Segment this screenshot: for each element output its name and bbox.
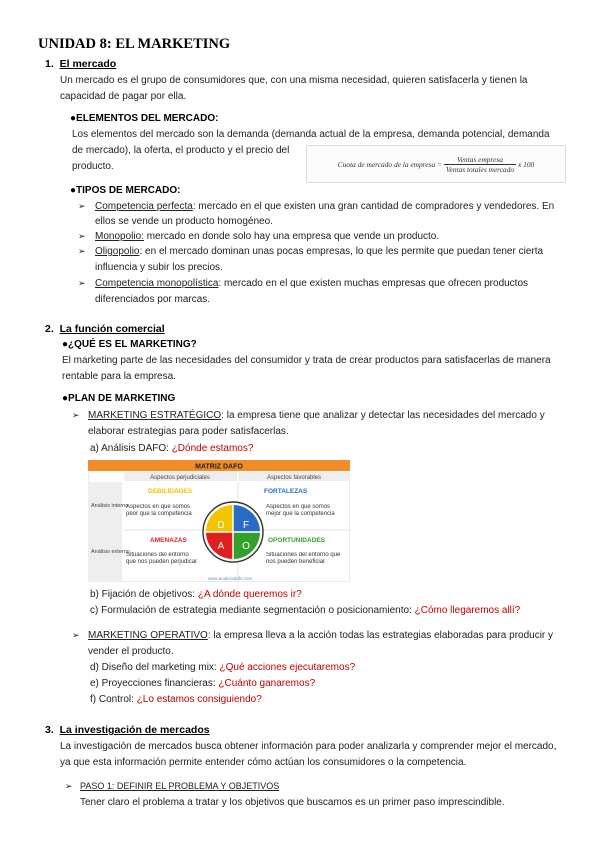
step-question: ¿Cuánto ganaremos? bbox=[218, 678, 316, 689]
definition: : mercado en el que existen una gran cantidad de compradores y vendedores. En bbox=[192, 201, 555, 212]
dafo-title: MATRIZ DAFO bbox=[195, 463, 243, 471]
dafo-col-negative: Aspectos perjudiciales bbox=[150, 475, 210, 481]
list-item-cont: ellos se vende un producto homogéneo. bbox=[95, 216, 273, 227]
list-item bbox=[88, 410, 545, 421]
step-question: ¿Cómo llegaremos allí? bbox=[414, 605, 521, 616]
dafo-oport-desc-wrap bbox=[266, 552, 348, 574]
list-item bbox=[95, 246, 543, 257]
list-item-cont: vender el producto. bbox=[88, 646, 174, 657]
list-item-cont: influencia y subir los precios. bbox=[95, 262, 223, 273]
arrow-bullet: ➢ bbox=[72, 410, 80, 420]
dafo-fortalezas-desc: Aspectos en que somos mejor que la competencia bbox=[266, 504, 335, 517]
definition: mercado en donde solo hay una empresa que vende un producto. bbox=[143, 231, 440, 242]
step-a bbox=[90, 443, 253, 454]
formula-rhs: x 100 bbox=[518, 159, 535, 169]
step-label: d) Diseño del marketing mix: bbox=[90, 662, 220, 673]
paragraph: capacidad de pagar por ella. bbox=[60, 91, 187, 102]
formula-denominator: Ventas totales mercado bbox=[445, 164, 515, 174]
list-item-cont: diferenciados por marcas. bbox=[95, 294, 211, 305]
paragraph: Tener claro el problema a tratar y los objetivos que buscamos es un primer paso imprescindible. bbox=[80, 797, 505, 808]
paragraph: producto. bbox=[72, 161, 114, 172]
dafo-fort-desc-wrap bbox=[266, 504, 346, 526]
term: Monopolio: bbox=[95, 231, 144, 242]
dafo-col-positive: Aspectos favorables bbox=[266, 475, 322, 481]
step-c bbox=[90, 605, 520, 616]
term: Competencia perfecta bbox=[95, 201, 193, 212]
paragraph: Los elementos del mercado son la demanda (demanda actual de la empresa, demanda potencial, demanda bbox=[72, 129, 550, 140]
dafo-debilidades-desc: Aspectos en que somos peor que la competencia bbox=[126, 504, 192, 517]
step-question: ¿A dónde queremos ir? bbox=[197, 589, 302, 600]
dafo-amenazas: AMENAZAS bbox=[150, 537, 187, 544]
formula-numerator: Ventas empresa bbox=[444, 155, 516, 165]
paragraph: Un mercado es el grupo de consumidores que, con una misma necesidad, quieren satisfacerla y tienen la bbox=[60, 75, 528, 86]
step-question: ¿Qué acciones ejecutaremos? bbox=[219, 662, 356, 673]
dafo-amen-desc-wrap bbox=[126, 552, 198, 574]
list-item bbox=[88, 630, 553, 641]
list-item bbox=[95, 201, 554, 212]
step-question: ¿Dónde estamos? bbox=[171, 443, 254, 454]
arrow-bullet: ➢ bbox=[78, 278, 86, 288]
dafo-footer-credit: www.analisisdafo.com bbox=[208, 576, 253, 581]
definition: : en el mercado dominan unas pocas empresas, lo que les permite que puedan tener cierta bbox=[139, 246, 544, 257]
section-number: 1. bbox=[45, 58, 54, 70]
term: MARKETING ESTRATÉGICO bbox=[88, 410, 222, 421]
section-number: 2. bbox=[45, 323, 54, 335]
step-label: f) Control: bbox=[90, 694, 137, 705]
arrow-bullet: ➢ bbox=[78, 246, 86, 256]
arrow-bullet: ➢ bbox=[78, 231, 86, 241]
dafo-row-header-bg bbox=[88, 482, 122, 582]
formula-fraction bbox=[444, 155, 516, 174]
paragraph: El marketing parte de las necesidades del consumidor y trata de crear productos para satisfacerlas de manera bbox=[62, 355, 551, 366]
list-item bbox=[95, 231, 439, 242]
dafo-oportunidades-desc: Situaciones del entorno que nos pueden beneficiar bbox=[266, 552, 341, 565]
subheading-tipos: ●TIPOS DE MERCADO: bbox=[70, 185, 181, 196]
arrow-bullet: ➢ bbox=[65, 781, 73, 791]
paragraph: La investigación de mercados busca obtener información para poder analizarla y comprender mejor el mercado, bbox=[60, 741, 557, 752]
step-label: a) Análisis DAFO: bbox=[90, 443, 172, 454]
dafo-row-external: Análisis externo bbox=[91, 549, 130, 555]
step-e bbox=[90, 678, 315, 689]
dafo-letter-f: F bbox=[242, 520, 250, 531]
section-3-heading bbox=[45, 724, 210, 736]
list-item-cont: elaborar estrategias para poder satisfacerlas. bbox=[88, 426, 289, 437]
arrow-bullet: ➢ bbox=[72, 630, 80, 640]
dafo-letter-d: D bbox=[217, 520, 225, 531]
section-title: La investigación de mercados bbox=[59, 724, 210, 736]
step-b bbox=[90, 589, 302, 600]
formula-lhs: Cuota de mercado de la empresa = bbox=[337, 159, 442, 169]
section-number: 3. bbox=[45, 724, 54, 736]
dafo-oportunidades: OPORTUNIDADES bbox=[268, 537, 326, 544]
step-f bbox=[90, 694, 262, 705]
definition: : la empresa lleva a la acción todas las estrategias elaboradas para producir y bbox=[207, 630, 554, 641]
step-label: e) Proyecciones financieras: bbox=[90, 678, 219, 689]
definition: : mercado en el que existen muchas empresas que ofrecen productos bbox=[218, 278, 529, 289]
term: MARKETING OPERATIVO bbox=[88, 630, 208, 641]
section-2-heading bbox=[45, 323, 165, 335]
dafo-amenazas-desc: Situaciones del entorno que nos pueden perjudicar bbox=[126, 552, 198, 565]
section-title: La función comercial bbox=[59, 323, 165, 335]
paragraph: ya que esta información permite entender cómo actúan los consumidores o la competencia. bbox=[60, 757, 467, 768]
subheading-plan: ●PLAN DE MARKETING bbox=[62, 393, 176, 404]
section-title: El mercado bbox=[59, 58, 117, 70]
subheading-que-es: ●¿QUÉ ES EL MARKETING? bbox=[62, 339, 197, 350]
step-label: c) Formulación de estrategia mediante segmentación o posicionamiento: bbox=[90, 605, 415, 616]
term: Competencia monopolística bbox=[95, 278, 219, 289]
term: Oligopolio bbox=[95, 246, 140, 257]
step-label: b) Fijación de objetivos: bbox=[90, 589, 198, 600]
paragraph: de mercado), la oferta, el producto y el precio del bbox=[72, 145, 290, 156]
dafo-letter-a: A bbox=[217, 541, 225, 552]
list-item bbox=[95, 278, 528, 289]
paragraph: rentable para la empresa. bbox=[62, 371, 176, 382]
step-question: ¿Lo estamos consiguiendo? bbox=[136, 694, 262, 705]
dafo-letter-o: O bbox=[242, 541, 250, 552]
section-1-heading bbox=[45, 58, 116, 70]
page-title: UNIDAD 8: EL MARKETING bbox=[38, 36, 231, 52]
dafo-deb-desc-wrap bbox=[126, 504, 198, 526]
step-heading: PASO 1: DEFINIR EL PROBLEMA Y OBJETIVOS bbox=[80, 781, 280, 791]
dafo-debilidades: DEBILIDADES bbox=[148, 488, 193, 495]
step-d bbox=[90, 662, 355, 673]
subheading-elementos: ●ELEMENTOS DEL MERCADO: bbox=[70, 113, 219, 124]
arrow-bullet: ➢ bbox=[78, 201, 86, 211]
definition: : la empresa tiene que analizar y detectar las necesidades del mercado y bbox=[221, 410, 545, 421]
dafo-fortalezas: FORTALEZAS bbox=[264, 488, 308, 495]
dafo-row-internal: Análisis interno bbox=[91, 503, 129, 509]
market-share-formula bbox=[306, 145, 566, 183]
dafo-matrix bbox=[88, 460, 350, 582]
